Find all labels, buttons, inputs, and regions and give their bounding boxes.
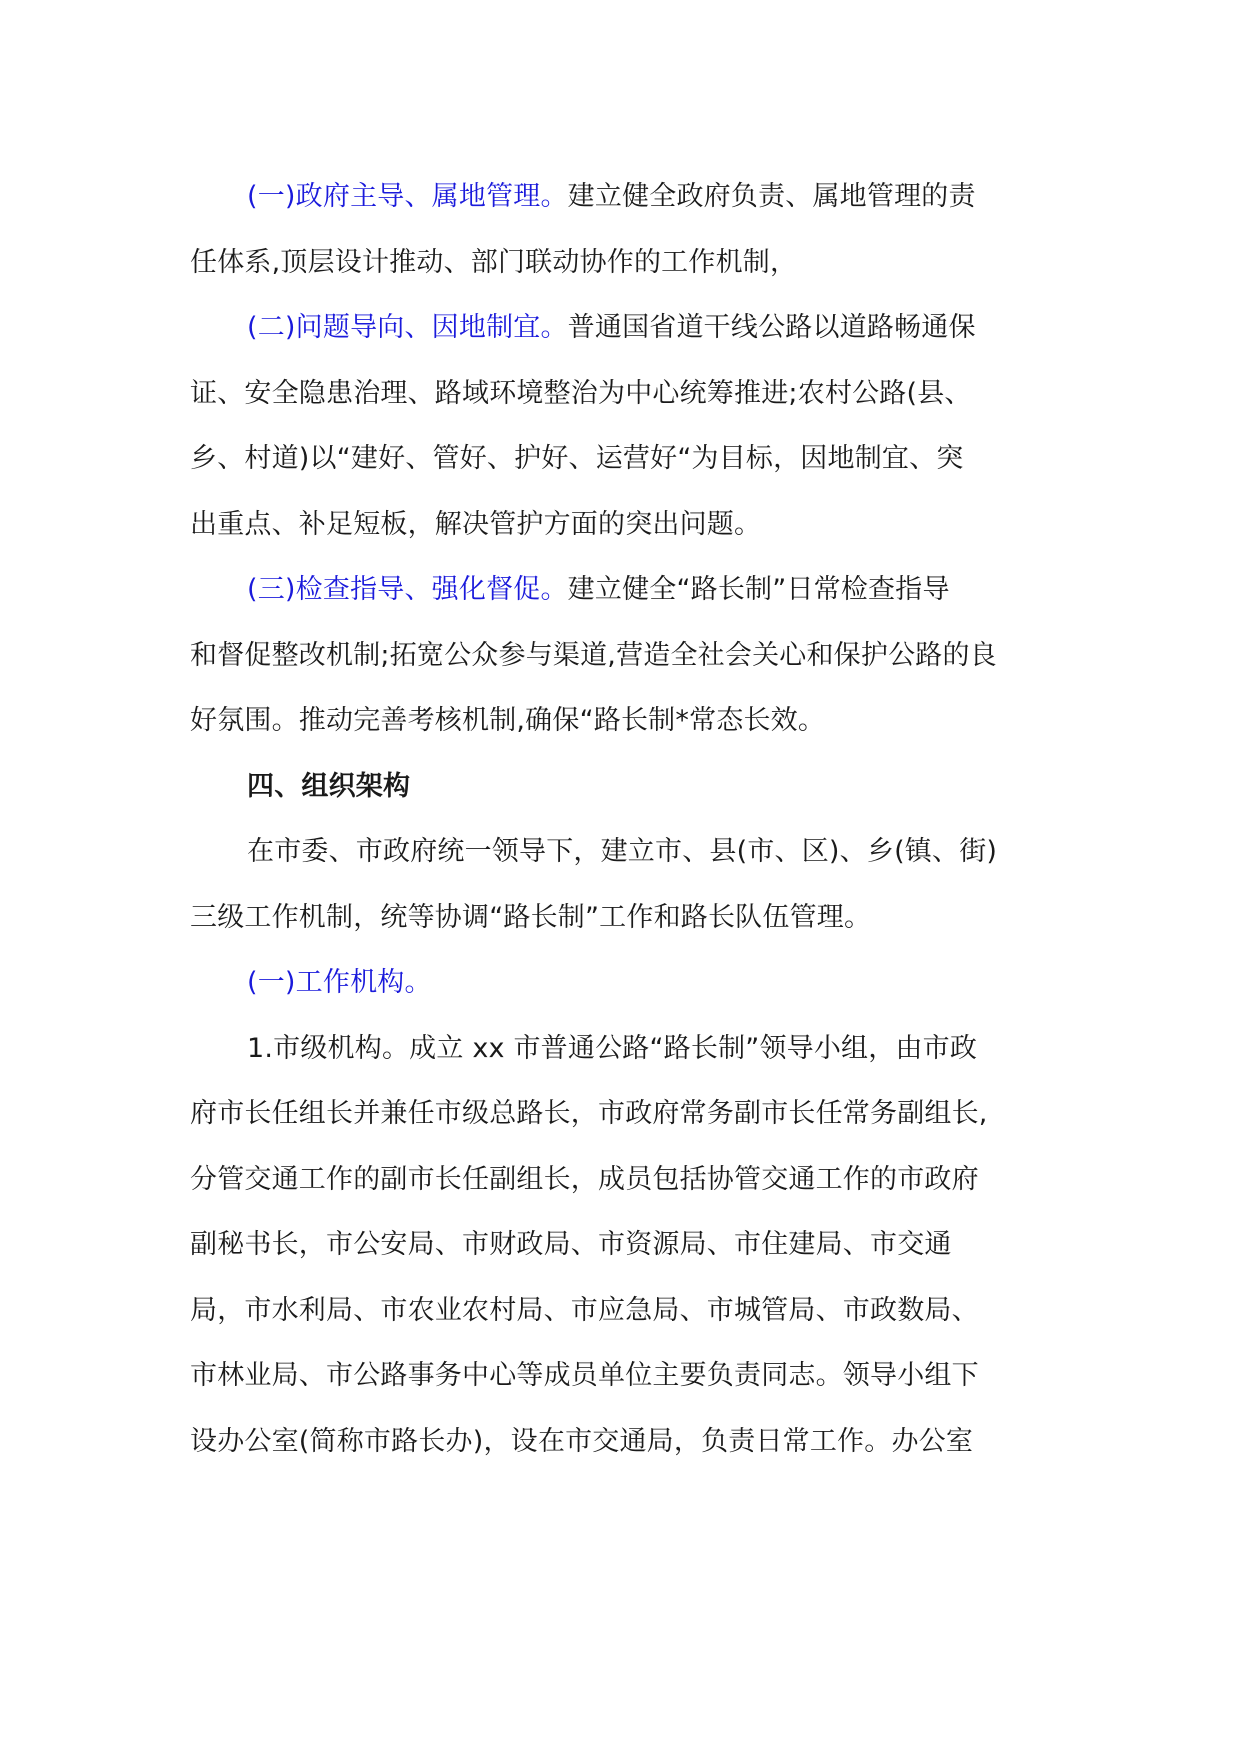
paragraph-text: 建立健全“路长制”日常检查指导 — [567, 574, 950, 605]
section-heading: (二)问题导向、因地制宜。 — [247, 312, 568, 343]
paragraph-line — [190, 230, 1070, 296]
chapter-heading-text: 四、组织架构 — [247, 770, 411, 802]
paragraph-text: 府市长任组长并兼任市级总路长，市政府常务副市长任常务副组长, — [190, 1098, 988, 1129]
paragraph-text: 市林业局、市公路事务中心等成员单位主要负责同志。领导小组下 — [190, 1360, 979, 1391]
paragraph-line — [190, 819, 1070, 885]
paragraph-text: 和督促整改机制;拓宽公众参与渠道,营造全社会关心和保护公路的良 — [190, 639, 997, 671]
section-heading: (一)工作机构。 — [247, 967, 432, 998]
paragraph-text: 在市委、市政府统一领导下，建立市、县(市、区)、乡(镇、街) — [247, 836, 998, 867]
paragraph-text: 设办公室(简称市路长办)，设在市交通局，负责日常工作。办公室 — [190, 1425, 974, 1457]
paragraph-line — [190, 1278, 1070, 1344]
paragraph-text: 1.市级机构。成立 xx 市普通公路“路长制”领导小组，由市政 — [247, 1032, 978, 1064]
paragraph-line — [190, 1147, 1070, 1213]
paragraph-text: 分管交通工作的副市长任副组长，成员包括协管交通工作的市政府 — [190, 1163, 979, 1195]
paragraph-text: 三级工作机制，统等协调“路长制”工作和路长队伍管理。 — [190, 901, 872, 933]
paragraph-line — [190, 623, 1070, 689]
paragraph-text: 建立健全政府负责、属地管理的责 — [567, 181, 976, 212]
paragraph-text: 普通国省道干线公路以道路畅通保 — [567, 312, 976, 343]
paragraph-line — [190, 1212, 1070, 1278]
paragraph-line — [190, 492, 1070, 558]
paragraph-line — [190, 557, 1070, 623]
paragraph-line — [190, 1409, 1070, 1475]
paragraph-line — [190, 1016, 1070, 1082]
paragraph-text: 好氛围。推动完善考核机制,确保“路长制*常态长效。 — [190, 705, 826, 736]
chapter-heading — [190, 754, 1070, 820]
paragraph-line — [190, 164, 1070, 230]
paragraph-line — [190, 1081, 1070, 1147]
paragraph-line — [190, 950, 1070, 1016]
paragraph-text: 出重点、补足短板，解决管护方面的突出问题。 — [190, 508, 762, 540]
paragraph-line — [190, 1343, 1070, 1409]
paragraph-line — [190, 361, 1070, 427]
section-heading: (三)检查指导、强化督促。 — [247, 574, 568, 605]
paragraph-text: 副秘书长，市公安局、市财政局、市资源局、市住建局、市交通 — [190, 1229, 952, 1260]
document-body — [190, 164, 1070, 1474]
paragraph-text: 任体系,顶层设计推动、部门联动协作的工作机制， — [190, 246, 798, 278]
paragraph-text: 乡、村道)以“建好、管好、护好、运营好“为目标，因地制宜、突 — [190, 443, 964, 474]
paragraph-text: 局，市水利局、市农业农村局、市应急局、市城管局、市政数局、 — [190, 1294, 979, 1326]
paragraph-line — [190, 295, 1070, 361]
paragraph-line — [190, 426, 1070, 492]
section-heading: (一)政府主导、属地管理。 — [247, 181, 568, 212]
paragraph-line — [190, 885, 1070, 951]
paragraph-line — [190, 688, 1070, 754]
paragraph-text: 证、安全隐患治理、路域环境整治为中心统筹推进;农村公路(县、 — [190, 377, 972, 409]
